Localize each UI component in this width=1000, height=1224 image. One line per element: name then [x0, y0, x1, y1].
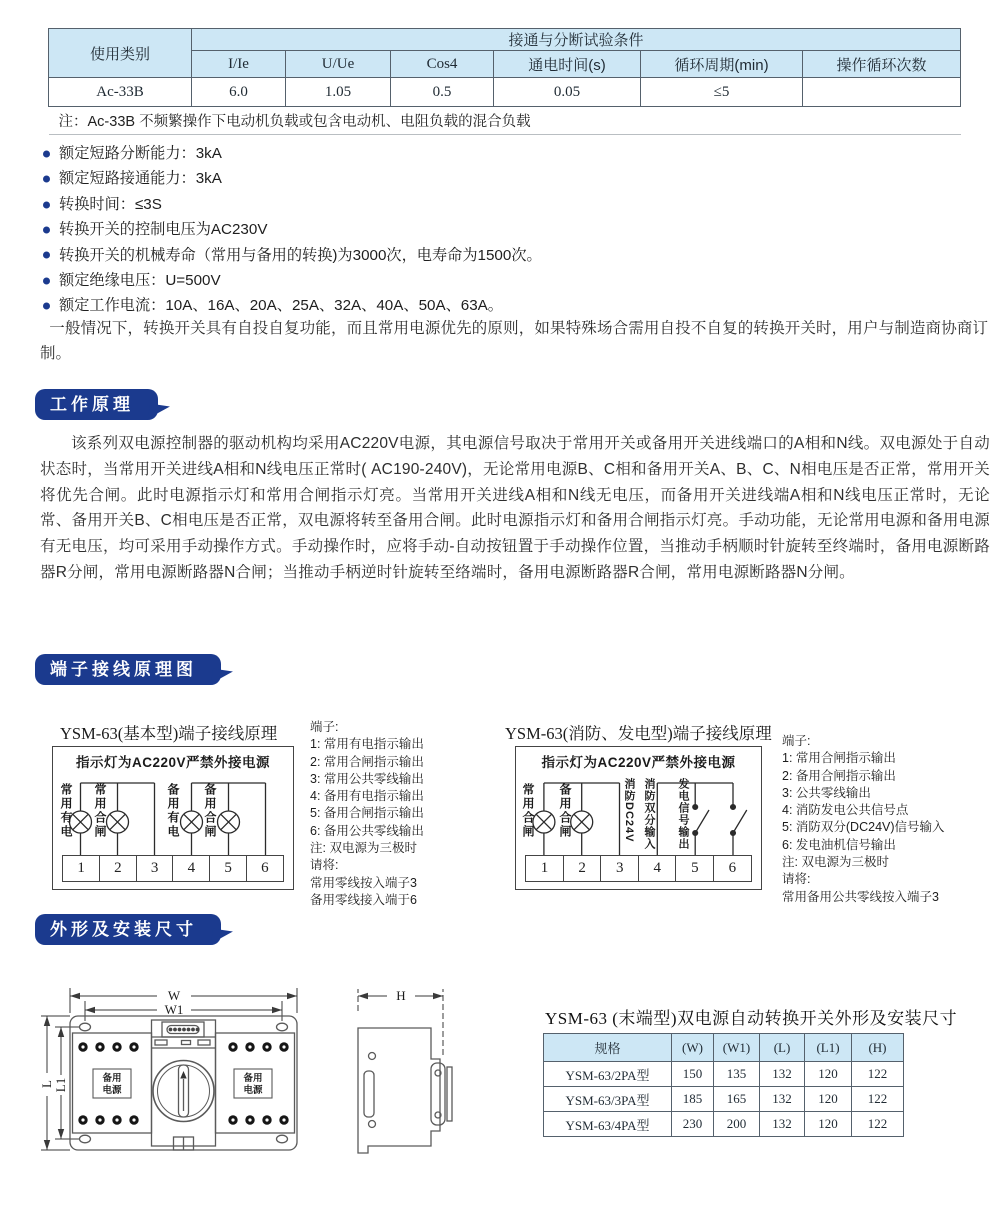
dim-cell: 122: [852, 1087, 904, 1112]
lamp-icon: [533, 811, 555, 833]
spec-cell: ≤5: [641, 78, 803, 107]
spec-cell-category: Ac-33B: [49, 78, 192, 107]
dim-cell: 132: [760, 1087, 805, 1112]
terminal-number: 4: [172, 855, 210, 882]
section-banner-working-principle: 工作原理: [35, 389, 158, 420]
diagram-basic-title: YSM-63(基本型)端子接线原理: [60, 724, 278, 743]
dim-cell: 135: [714, 1062, 760, 1087]
terminal-label: 备用有电: [166, 783, 180, 839]
table-row: [544, 1062, 904, 1087]
legend-line: 4: 备用有电指示输出: [310, 789, 424, 804]
dim-cell: 132: [760, 1112, 805, 1137]
dim-label-l: L: [39, 1080, 54, 1088]
spec-subheader: 操作循环次数: [803, 51, 961, 78]
legend-line: 端子:: [782, 734, 811, 748]
bullet-item: [42, 268, 542, 293]
bullet-text: 转换开关的控制电压为AC230V: [59, 221, 268, 239]
diagram-box-title: 指示灯为AC220V严禁外接电源: [541, 755, 736, 770]
spec-subheader: Cos4: [391, 51, 494, 78]
legend-line: 请将:: [782, 872, 811, 887]
legend-line: 常用备用公共零线按入端子3: [782, 889, 939, 904]
legend-line: 6: 发电油机信号输出: [782, 837, 896, 852]
terminal-number: 3: [600, 855, 639, 882]
legend-line: 2: 常用合闸指示输出: [310, 754, 424, 769]
dim-cell: 165: [714, 1087, 760, 1112]
dim-cell: 132: [760, 1062, 805, 1087]
spec-subheader: I/Ie: [192, 51, 286, 78]
bullet-item: [42, 217, 542, 242]
dim-label-l1: L1: [53, 1077, 68, 1093]
dim-cell: 120: [805, 1112, 852, 1137]
knob-arrow-icon: [180, 1071, 186, 1079]
bullet-text: 转换时间：≤3S: [59, 195, 162, 213]
legend-line: 端子:: [310, 720, 339, 734]
terminal-number: 2: [563, 855, 602, 882]
spec-table-note: 注：Ac-33B 不频繁操作下电动机负载或包含电动机、电阻负载的混合负载: [49, 107, 961, 135]
table-row: [544, 1087, 904, 1112]
dim-cell: YSM-63/3PA型: [544, 1087, 672, 1112]
working-principle-text: 该系列双电源控制器的驱动机构均采用AC220V电源，其电源信号取决于常用开关或备用开关进线端口的A相和N线。双电源处于自动状态时，当常用开关进线A相和N线电压正常时( AC190-240V)，无论常用电源B、C相和备用开关A、B、C、N相电压是否正常，常用开关将优先合闸。此时电源指示灯和常用合闸指示灯亮。当常用开关进线A相和N线无电压，而备用开关进线端A相和N线电压正常时，无论常、备用开关B、C相电压是否正常，双电源将转至备用合闸。此时电源指示灯和备用合闸指示灯亮。手动功能，无论常用电源和备用电源有无电压，均可采用手动操作方式。手动操作时，应将手动-自动按钮置于手动操作位置，当推动手柄顺时针旋转至终端时，备用电源断路器R分闸，常用电源断路器N合闸；当推动手柄逆时针旋转至络端时，备用电源断路器R合闸，常用电源断路器N分闸。: [40, 435, 990, 581]
plate-label: 电源: [243, 1085, 263, 1096]
dim-cell: 150: [672, 1062, 714, 1087]
bullet-item: [42, 166, 542, 191]
legend-line: 注: 双电源为三极时: [782, 855, 889, 870]
spec-cell: 0.05: [494, 78, 641, 107]
bullet-icon: [43, 303, 50, 310]
terminal-number: 1: [525, 855, 564, 882]
lamp-icon: [181, 811, 203, 833]
diagram-box-title: 指示灯为AC220V严禁外接电源: [75, 755, 271, 770]
dim-cell: 185: [672, 1087, 714, 1112]
dim-cell: 122: [852, 1062, 904, 1087]
spec-table: [48, 28, 961, 135]
dim-label-h: H: [396, 988, 406, 1003]
terminal-number: 4: [638, 855, 677, 882]
diagram-basic: [52, 746, 294, 890]
dim-header: 规格: [544, 1034, 672, 1062]
plate-label: 备用: [243, 1073, 263, 1084]
bullet-text: 额定短路接通能力：3kA: [59, 170, 222, 188]
terminal-label: 消防DC24V: [623, 778, 635, 843]
lamp-icon: [218, 811, 240, 833]
terminal-number: 5: [675, 855, 714, 882]
bullet-text: 额定工作电流：10A、16A、20A、25A、32A、40A、50A、63A。: [59, 297, 503, 315]
dim-table-title: YSM-63 (末端型)双电源自动转换开关外形及安装尺寸: [545, 1009, 958, 1028]
terminal-strip: [62, 855, 284, 882]
legend-line: 5: 备用合闸指示输出: [310, 806, 424, 821]
table-row: [544, 1112, 904, 1137]
diagram-fire-title: YSM-63(消防、发电型)端子接线原理: [505, 724, 772, 743]
legend-line: 注: 双电源为三极时: [310, 841, 417, 856]
terminal-label: 常用合闸: [93, 783, 107, 839]
dim-header: (W): [672, 1034, 714, 1062]
legend-line: 3: 公共零线输出: [782, 785, 871, 800]
dim-header: (H): [852, 1034, 904, 1062]
dim-header: (L): [760, 1034, 805, 1062]
dim-cell: 230: [672, 1112, 714, 1137]
legend-line: 请将:: [310, 858, 339, 873]
bullet-icon: [43, 150, 50, 157]
terminal-label: 发电信号输出: [677, 778, 689, 850]
terminal-strip: [525, 855, 752, 882]
spec-subheader: U/Ue: [286, 51, 391, 78]
terminal-label: 备用合闸: [558, 783, 572, 839]
dim-header: (W1): [714, 1034, 760, 1062]
terminal-number: 1: [62, 855, 100, 882]
spec-cell: 6.0: [192, 78, 286, 107]
plate-label: 电源: [102, 1085, 122, 1096]
dim-cell: 200: [714, 1112, 760, 1137]
switch-contact-icon: [693, 805, 747, 836]
spec-subheader: 通电时间(s): [494, 51, 641, 78]
terminal-number: 5: [209, 855, 247, 882]
terminal-number: 6: [246, 855, 284, 882]
terminal-number: 3: [136, 855, 174, 882]
dim-label-w1: W1: [164, 1002, 184, 1017]
legend-line: 2: 备用合闸指示输出: [782, 768, 896, 783]
spec-subheader: 循环周期(min): [641, 51, 803, 78]
bullet-text: 额定绝缘电压：U=500V: [59, 272, 221, 290]
section-banner-dimensions: 外形及安装尺寸: [35, 914, 221, 945]
legend-line: 常用零线按入端子3: [310, 875, 417, 890]
lamp-icon: [571, 811, 593, 833]
legend-line: 6: 备用公共零线输出: [310, 823, 424, 838]
bullet-icon: [43, 226, 50, 233]
terminal-label: 常用合闸: [521, 783, 535, 839]
lamp-icon: [107, 811, 129, 833]
terminal-label: 常用有电: [59, 783, 73, 839]
spec-cell: 1.05: [286, 78, 391, 107]
bullet-icon: [43, 277, 50, 284]
legend-line: 1: 常用有电指示输出: [310, 737, 424, 752]
outline-drawing: [35, 983, 475, 1168]
spec-bullet-list: [42, 141, 542, 319]
legend-line: 5: 消防双分(DC24V)信号输入: [782, 820, 945, 835]
dim-header: (L1): [805, 1034, 852, 1062]
dim-cell: 120: [805, 1062, 852, 1087]
dim-cell: 122: [852, 1112, 904, 1137]
bullet-icon: [43, 252, 50, 259]
legend-line: 1: 常用合闸指示输出: [782, 751, 896, 766]
plate-label: 备用: [102, 1073, 122, 1084]
spec-group-header: 接通与分断试验条件: [192, 29, 961, 51]
terminal-label: 消防双分输入: [643, 778, 655, 850]
side-view-icon: [358, 1028, 452, 1153]
legend-line: 备用零线接入端于6: [310, 892, 417, 907]
legend-line: 3: 常用公共零线输出: [310, 771, 424, 786]
dim-cell: YSM-63/4PA型: [544, 1112, 672, 1137]
bullet-item: [42, 192, 542, 217]
diagram-fire-legend: [782, 733, 945, 906]
bullet-item: [42, 141, 542, 166]
dim-cell: 120: [805, 1087, 852, 1112]
diagram-basic-legend: [310, 719, 424, 909]
terminal-number: 6: [713, 855, 752, 882]
general-note: 一般情况下，转换开关具有自投自复功能，而且常用电源优先的原则，如果特殊场合需用自投不自复的转换开关时，用户与制造商协商订制。: [40, 320, 988, 363]
bullet-text: 额定短路分断能力：3kA: [59, 145, 222, 162]
diagram-fire: [515, 746, 762, 890]
bullet-text: 转换开关的机械寿命（常用与备用的转换)为3000次，电寿命为1500次。: [59, 246, 542, 264]
dim-cell: YSM-63/2PA型: [544, 1062, 672, 1087]
terminal-label: 备用合闸: [203, 783, 217, 839]
terminal-number: 2: [99, 855, 137, 882]
spec-col1-header: 使用类别: [49, 29, 192, 78]
legend-line: 4: 消防发电公共信号点: [782, 803, 909, 818]
spec-cell: [803, 78, 961, 107]
dim-table: [543, 1033, 904, 1137]
bullet-item: [42, 243, 542, 268]
bullet-icon: [43, 176, 50, 183]
connector-pins-icon: [169, 1028, 200, 1032]
section-banner-terminal-wiring: 端子接线原理图: [35, 654, 221, 685]
dim-label-w: W: [167, 988, 181, 1003]
spec-cell: 0.5: [391, 78, 494, 107]
bullet-icon: [43, 201, 50, 208]
